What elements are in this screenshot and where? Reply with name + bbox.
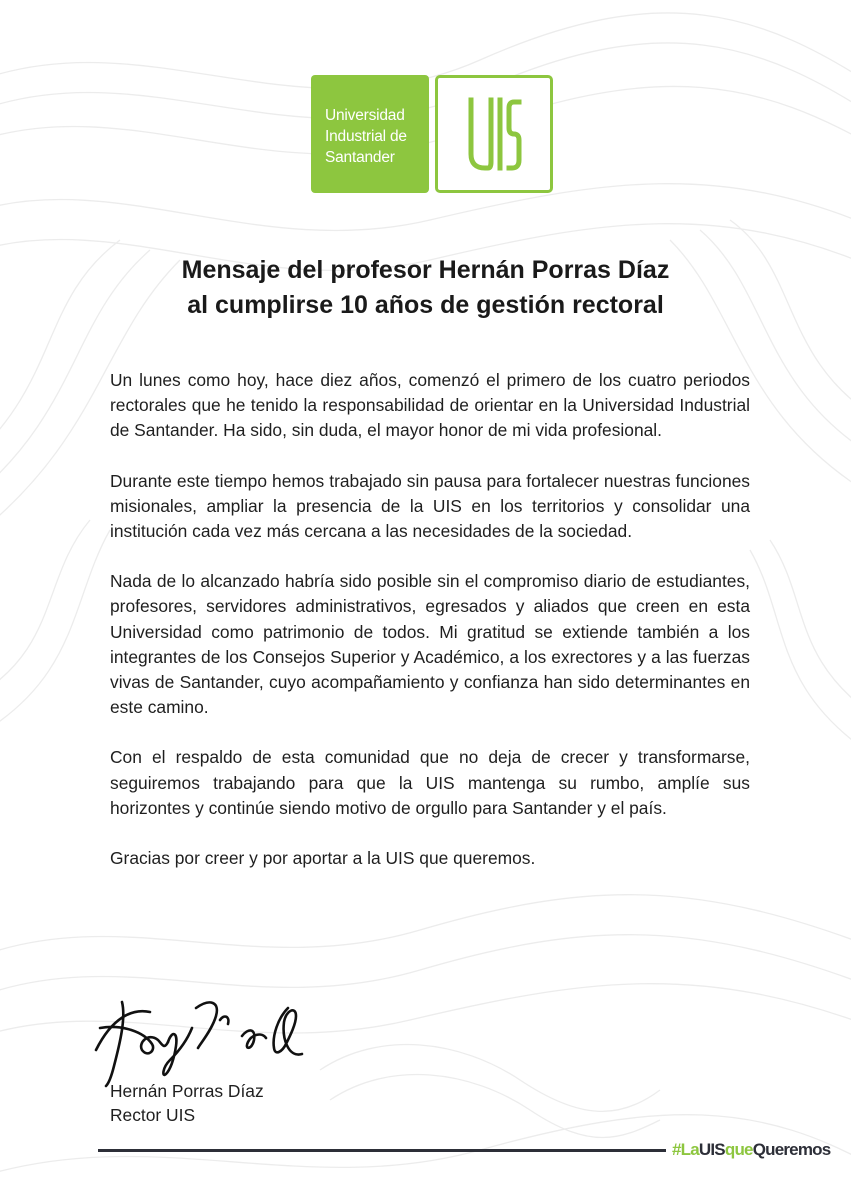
letter-body (110, 368, 750, 896)
footer-hashtag (672, 1138, 830, 1162)
paragraph-3: Nada de lo alcanzado habría sido posible sin el compromiso diario de estudiantes, profesores, servidores administrativos, egresados y aliados que creen en esta Universidad como patrimonio de todos. Mi gratitud se extiende también a los integrantes de los Consejos Superior y Académico, a los exrectores y a las fuerzas vivas de Santander, cuyo acompañamiento y confianza han sido determinantes en este camino. (110, 571, 750, 718)
hashtag-queremos: Queremos (752, 1140, 831, 1159)
hashtag-que: que (724, 1140, 753, 1159)
page-title (0, 253, 851, 323)
logo-monogram-block (435, 75, 553, 193)
footer-divider (98, 1149, 666, 1152)
uis-monogram-icon (466, 96, 522, 172)
paragraph-2: Durante este tiempo hemos trabajado sin pausa para fortalecer nuestras funciones misionales, ampliar la presencia de la UIS en los territorios y consolidar una institución cada vez más cercana a las necesidades de la sociedad. (110, 470, 750, 542)
uis-logo (311, 75, 553, 193)
title-line-1: Mensaje del profesor Hernán Porras Díaz (181, 256, 670, 284)
signer-name: Hernán Porras Díaz (110, 1081, 264, 1101)
signer-role: Rector UIS (110, 1105, 196, 1125)
paragraph-1: Un lunes como hoy, hace diez años, comenzó el primero de los cuatro periodos rectorales que he tenido la responsabilidad de orientar en la Universidad Industrial de Santander. Ha sido, sin duda, el mayor honor de mi vida profesional. (110, 370, 750, 441)
logo-name-block (311, 75, 429, 193)
logo-line-1: Universidad (325, 107, 405, 124)
paragraph-5: Gracias por creer y por aportar a la UIS que queremos. (110, 848, 536, 869)
hashtag-uis: UIS (698, 1140, 725, 1159)
logo-line-2: Industrial de (325, 128, 407, 145)
hashtag-prefix: #La (672, 1140, 699, 1159)
title-line-2: al cumplirse 10 años de gestión rectoral (187, 291, 664, 319)
handwritten-signature (92, 988, 312, 1088)
logo-line-3: Santander (325, 149, 395, 166)
paragraph-4: Con el respaldo de esta comunidad que no deja de crecer y transformarse, seguiremos trabajando para que la UIS mantenga su rumbo, amplíe sus horizontes y continúe siendo motivo de orgullo para Santander y el país. (110, 747, 750, 818)
